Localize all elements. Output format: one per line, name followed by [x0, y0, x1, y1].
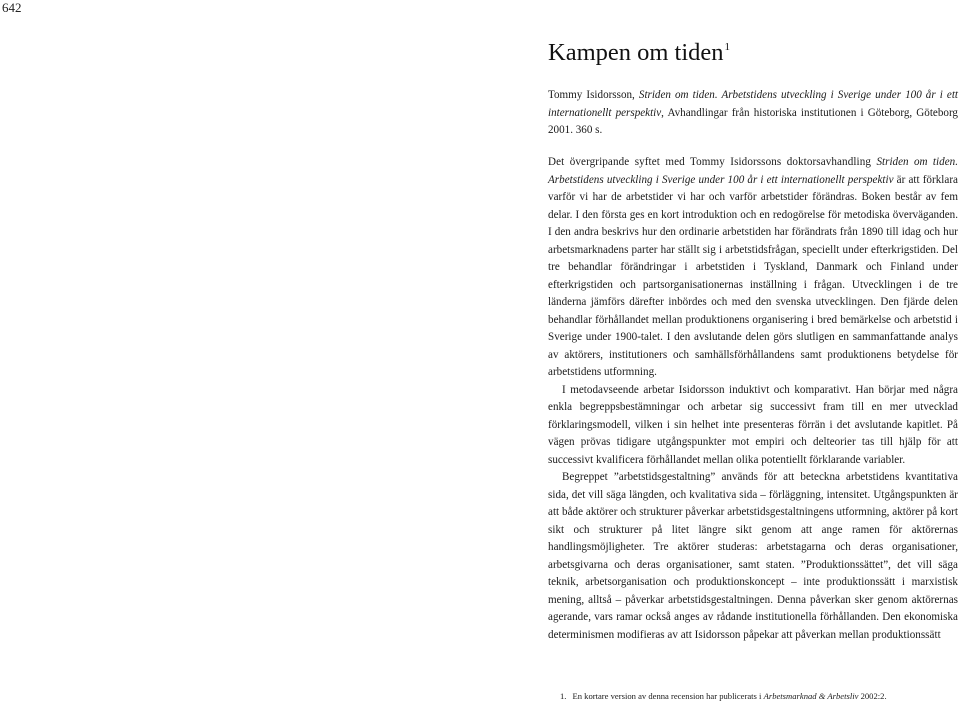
paragraph-1-book-title: Striden om tiden. Arbetstidens utveckling i Sverige under 100 år i ett internationellt perspektiv: [548, 156, 958, 186]
paragraph-1-rest: är att förklara varför vi har de arbetstider vi har och varför arbetstider förändras. Boken består av fem delar. I den första ges en kort introduktion och en redogörelse för metodiska överväganden. I den andra beskrivs hur den ordinarie arbetstiden har förändrats från 1890 till idag och hur arbetsmarknadens parter har ställt sig i arbetstidsfrågan, speciellt under efterkrigstiden. Del tre behandlar förändringar i arbetstiden i Tyskland, Danmark och Finland under efterkrigstiden och partsorganisationernas inställning i frågan. Utvecklingen i de tre länderna jämförs därefter inbördes och med den svenska utvecklingen. Den fjärde delen behandlar förhållandet mellan produktionens organisering i bred bemärkelse och arbetstid i Sverige under 1900-talet. I den avslutande delen görs slutligen en sammanfattande analys av aktörers, institutioners och samhällsförhållandens samt produktionens betydelse för arbetstidens utformning.: [548, 173, 958, 378]
paragraph-2: I metodavseende arbetar Isidorsson induktivt och komparativt. Han börjar med några enkla begreppsbestämningar och arbetar sig successivt fram till en mer utvecklad förklaringsmodell, vilken i sin helhet inte presenteras förrän i det avslutande kapitlet. På vägen prövas tidigare utgångspunkter mot empiri och delteorier tas till hjälp för att successivt kvalificera förhållandet mellan olika potentiellt förklarande variabler.: [548, 383, 958, 466]
footnote-text-before: En kortare version av denna recension har publicerats i: [572, 691, 764, 701]
book-reference: [548, 87, 958, 140]
reference-details: , Avhandlingar från historiska institutionen i Göteborg, Göteborg 2001. 360 s.: [548, 106, 958, 136]
footnote-journal: Arbetsmarknad & Arbetsliv: [763, 691, 859, 701]
paragraph-1: [548, 154, 958, 382]
footnote: [560, 691, 960, 702]
footnote-number: 1.: [560, 691, 567, 701]
paragraph-3: Begreppet ”arbetstidsgestaltning” används för att beteckna arbetstidens kvantitativa sida, det vill säga längden, och kvalitativa sida – förläggning, intensitet. Utgångspunkten är att både aktörer och strukturer påverkar arbetstidsgestaltningens utformning, aktörer på kort sikt och strukturer på litet längre sikt genom att ange ramen för aktörernas handlingsmöjligheter. Tre aktörer studeras: arbetstagarna och deras organisationer, arbetsgivarna och deras organisationer, samt staten. ”Produktionssättet”, det vill säga teknik, arbetsorganisation och produktionskoncept – inte produktionssätt i marxistisk mening, alltså – påverkar arbetstidsgestaltningen. Denna påverkan sker genom aktörernas agerande, vars ramar också anges av rådande institutionella förhållanden. Den ekonomiska determinismen modifieras av att Isidorsson påpekar att påverkan mellan produktionssätt: [548, 471, 958, 641]
title-text: Kampen om tiden: [548, 39, 724, 67]
page-title: [548, 39, 730, 67]
paragraph-1-lead: Det övergripande syftet med Tommy Isidorssons doktorsavhandling: [548, 156, 877, 168]
reference-author: Tommy Isidorsson,: [548, 89, 639, 101]
page-number: 642: [2, 0, 22, 15]
footnote-text-after: 2002:2.: [858, 691, 887, 701]
reference-work-title: Striden om tiden. Arbetstidens utveckling i Sverige under 100 år i ett internationellt perspektiv: [548, 89, 958, 119]
title-footnote-mark: 1: [724, 41, 731, 54]
review-body: [548, 154, 958, 644]
